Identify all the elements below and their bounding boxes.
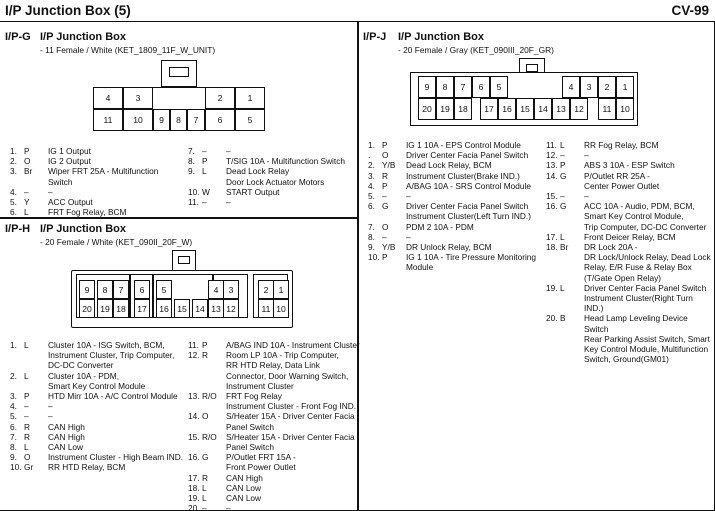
pin-row: . O Driver Center Facia Panel Switch (368, 150, 529, 161)
pin-cell: 12 (223, 299, 239, 318)
section-h-pins-left (10, 340, 188, 473)
section-g-subtitle: - 11 Female / White (KET_1809_11F_W_UNIT) (40, 45, 216, 55)
pin-cell: 19 (436, 98, 454, 120)
pin-row: Switch, Ground(GM01) (584, 354, 669, 365)
section-h-id: I/P-H (5, 223, 31, 235)
pin-cell: 6 (134, 280, 150, 299)
page-header (0, 0, 715, 22)
pin-row: 11. L RR Fog Relay, BCM (546, 140, 659, 150)
pin-cell: 6 (472, 76, 490, 98)
pin-row: 5. – – (10, 411, 53, 422)
pin-cell: 17 (134, 299, 150, 318)
connector-g-diagram (93, 60, 265, 132)
pin-row: Front Power Outlet (226, 462, 296, 473)
pin-row: 3. P HTD Mirr 10A - A/C Control Module (10, 391, 178, 402)
pin-row: 6. G Driver Center Facia Panel Switch (368, 201, 529, 212)
pin-cell: 1 (616, 76, 634, 98)
pin-row: 2. L Cluster 10A - PDM, (10, 370, 120, 381)
section-j-subtitle: - 20 Female / Gray (KET_090III_20F_GR) (398, 45, 554, 55)
pin-row: 16. G ACC 10A - Audio, PDM, BCM, (546, 201, 695, 212)
pin-row: 8. – – (368, 231, 411, 242)
pin-row: 14. G P/Outlet RR 25A - (546, 170, 650, 181)
section-h-subtitle: - 20 Female / White (KET_090II_20F_W) (40, 237, 193, 247)
pin-cell: 16 (156, 299, 172, 318)
pin-row: 17. L Front Deicer Relay, BCM (546, 231, 676, 242)
section-g-id: I/P-G (5, 31, 31, 43)
pin-row: 7. R CAN High (10, 431, 85, 442)
pin-cell: 18 (113, 299, 129, 318)
pin-row: Rear Parking Assist Switch, Smart (584, 333, 710, 344)
pin-cell: 1 (273, 280, 289, 299)
pin-cell: 4 (562, 76, 580, 98)
pin-row: 2. O IG 2 Output (10, 156, 91, 167)
pin-cell: 14 (192, 299, 208, 318)
pin-cell: 18 (454, 98, 472, 120)
pin-row: 8. P T/SIG 10A - Multifunction Switch (188, 156, 345, 167)
pin-cell: 9 (153, 109, 170, 131)
pin-cell: 12 (570, 98, 588, 120)
pin-row: 3. R Instrument Cluster(Brake IND.) (368, 170, 520, 181)
pin-cell: 7 (113, 280, 129, 299)
pin-row: 4. P A/BAG 10A - SRS Control Module (368, 180, 531, 191)
pin-row: 6. L FRT Fog Relay, BCM (10, 207, 127, 218)
page-number: CV-99 (671, 3, 709, 18)
pin-row: Module (406, 262, 434, 273)
pin-row: 10. Gr RR HTD Relay, BCM (10, 462, 126, 473)
pin-row: 8. L CAN Low (10, 442, 84, 453)
page-title: I/P Junction Box (5) (5, 3, 131, 18)
pin-cell: 3 (123, 87, 153, 109)
pin-cell: 4 (93, 87, 123, 109)
pin-row: 14. O S/Heater 15A - Driver Center Facia (188, 411, 355, 422)
pin-cell: 5 (235, 109, 265, 131)
pin-row: 1. P IG 1 Output (10, 146, 91, 156)
pin-cell: 15 (516, 98, 534, 120)
pin-cell: 10 (616, 98, 634, 120)
pin-cell: 20 (418, 98, 436, 120)
pin-row: Panel Switch (226, 421, 274, 432)
pin-row: Connector, Door Warning Switch, (226, 370, 349, 381)
pin-row: Instrument Cluster - Front Fog IND. (226, 401, 357, 412)
pin-row: 19. L CAN Low (188, 493, 262, 504)
pin-row: 5. – – (368, 191, 411, 202)
pin-row: 10. W START Output (188, 186, 280, 197)
section-g-title: I/P Junction Box (40, 31, 126, 43)
pin-row: 9. O Instrument Cluster - High Beam IND. (10, 452, 184, 463)
pin-row: 19. L Driver Center Facia Panel Switch (546, 282, 707, 293)
pin-row: Instrument Cluster(Right Turn IND.) (584, 293, 693, 314)
pin-row: 9. Y/B DR Unlock Relay, BCM (368, 242, 492, 253)
pin-cell: 14 (534, 98, 552, 120)
pin-cell: 1 (235, 87, 265, 109)
pin-row: (T/Gate Open Relay) (584, 272, 662, 283)
pin-cell: 2 (598, 76, 616, 98)
pin-row: RR HTD Relay, Data Link (226, 360, 320, 371)
pin-row: DC-DC Converter (48, 360, 114, 371)
pin-row: 5. Y ACC Output (10, 197, 93, 208)
pin-cell: 8 (170, 109, 187, 131)
pin-row: Smart Key Control Module (48, 380, 146, 391)
pin-row: 15. R/O S/Heater 15A - Driver Center Facia (188, 431, 355, 442)
section-g-pins-right (188, 146, 356, 207)
section-j-id: I/P-J (363, 31, 387, 43)
pin-row: 7. – – (188, 146, 231, 156)
connector-j-diagram (410, 58, 638, 126)
pin-row: 1. P IG 1 10A - EPS Control Module (368, 140, 521, 150)
pin-row: 18. L CAN Low (188, 482, 262, 493)
pin-row: 9. L Dead Lock Relay (188, 166, 290, 177)
pin-cell: 10 (273, 299, 289, 318)
pin-row: Door Lock Actuator Motors (226, 176, 325, 187)
pin-row: 11. – – (188, 197, 231, 208)
pin-cell: 7 (454, 76, 472, 98)
pin-row: Key Control Module, Multifunction (584, 344, 709, 355)
pin-cell: 13 (552, 98, 570, 120)
pin-cell: 20 (79, 299, 95, 318)
pin-cell: 8 (97, 280, 113, 299)
pin-row: Panel Switch (226, 442, 274, 453)
pin-row: 7. O PDM 2 10A - PDM (368, 221, 474, 232)
pin-row: 4. – – (10, 401, 53, 412)
pin-cell: 11 (598, 98, 616, 120)
pin-row: 3. Br Wiper FRT 25A - Multifunction Switch (10, 166, 159, 187)
pin-cell: 4 (208, 280, 224, 299)
pin-row: 12. R Room LP 10A - Trip Computer, (188, 350, 339, 361)
pin-row: 13. R/O FRT Fog Relay (188, 391, 282, 402)
section-j-pins-left (368, 140, 548, 273)
pin-row: 20. – – (188, 503, 231, 511)
pin-row: Instrument Cluster(Left Turn IND.) (406, 211, 531, 222)
section-j-pins-right (546, 140, 714, 364)
pin-row: 10. P IG 1 10A - Tire Pressure Monitoring (368, 252, 537, 263)
pin-cell: 9 (418, 76, 436, 98)
pin-cell: 15 (174, 299, 190, 318)
pin-row: Relay, E/R Fuse & Relay Box (584, 262, 692, 273)
pin-row: 12. – – (546, 150, 589, 161)
pin-row: Instrument Cluster, Trip Computer, (48, 350, 175, 361)
pin-cell: 16 (498, 98, 516, 120)
pin-row: 20. B Head Lamp Leveling Device Switch (546, 313, 688, 334)
pin-cell: 13 (208, 299, 224, 318)
pin-cell: 5 (156, 280, 172, 299)
pin-cell: 8 (436, 76, 454, 98)
pin-row: Instrument Cluster (226, 380, 294, 391)
pin-cell: 7 (187, 109, 205, 131)
pin-cell: 6 (205, 109, 235, 131)
connector-h-diagram (71, 250, 293, 328)
pin-cell: 2 (205, 87, 235, 109)
pin-cell: 17 (480, 98, 498, 120)
pin-row: 18. Br DR Lock 20A - (546, 242, 638, 253)
section-h-pins-right (188, 340, 360, 511)
section-j-title: I/P Junction Box (398, 31, 484, 43)
section-h-title: I/P Junction Box (40, 223, 126, 235)
pin-cell: 19 (97, 299, 113, 318)
pin-cell: 10 (123, 109, 153, 131)
pin-row: Smart Key Control Module, (584, 211, 684, 222)
pin-row: 1. L Cluster 10A - ISG Switch, BCM, (10, 340, 165, 350)
pin-cell: 11 (258, 299, 274, 318)
pin-cell: 2 (258, 280, 274, 299)
pin-row: 15. – – (546, 191, 589, 202)
pin-cell: 3 (223, 280, 239, 299)
pin-row: 17. R CAN High (188, 472, 263, 483)
pin-row: Trip Computer, DC-DC Converter (584, 221, 707, 232)
pin-row: 11. P A/BAG IND 10A - Instrument Cluster (188, 340, 360, 350)
pin-row: 13. P ABS 3 10A - ESP Switch (546, 160, 675, 171)
pin-row: 2. Y/B Dead Lock Relay, BCM (368, 160, 492, 171)
pin-cell: 11 (93, 109, 123, 131)
pin-cell: 9 (79, 280, 95, 299)
pin-row: Center Power Outlet (584, 180, 660, 191)
pin-cell: 3 (580, 76, 598, 98)
pin-cell: 5 (490, 76, 508, 98)
pin-row: 6. R CAN High (10, 421, 85, 432)
pin-row: 4. – – (10, 186, 53, 197)
pin-row: DR Lock/Unlock Relay, Dead Lock (584, 252, 711, 263)
pin-row: 16. G P/Outlet FRT 15A - (188, 452, 296, 463)
section-g-pins-left (10, 146, 180, 217)
